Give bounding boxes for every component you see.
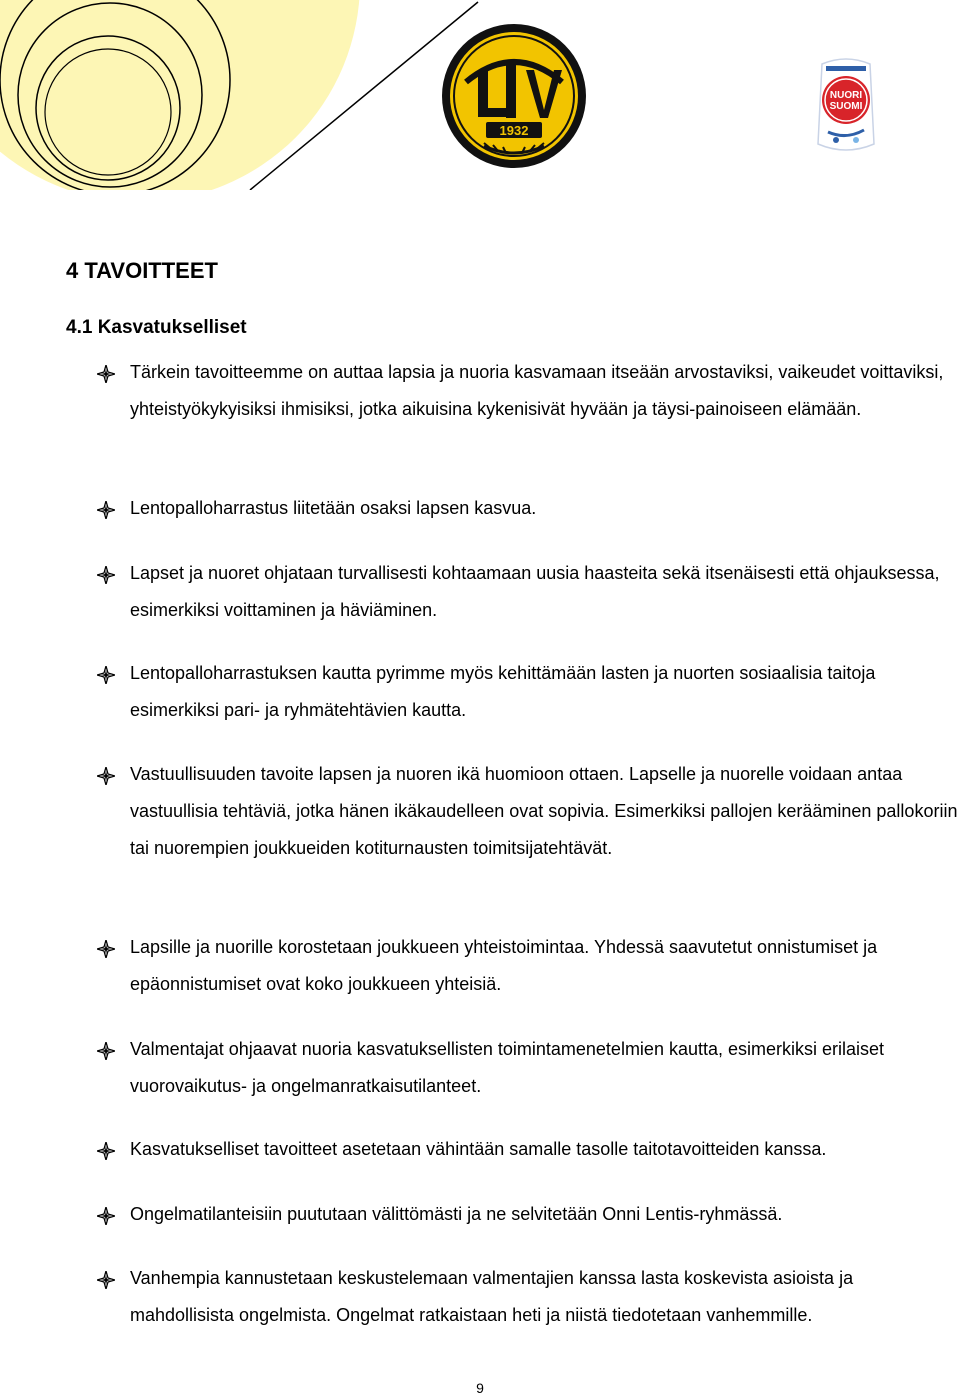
diamond-bullet-icon xyxy=(97,1042,115,1060)
subsection-title: 4.1 Kasvatukselliset xyxy=(66,317,247,338)
list-item-text: Tärkein tavoitteemme on auttaa lapsia ja nuoria kasvamaan itseään arvostaviksi, vaikeudet voittaviksi, yhteistyökykyisiksi ihmisiksi, jotka aikuisina kykenisivät hyvään ja täysi-painoiseen elämään. xyxy=(130,362,944,419)
list-item-text: Ongelmatilanteisiin puututaan välittömästi ja ne selvitetään Onni Lentis-ryhmässä. xyxy=(130,1204,783,1224)
logo-line2: SUOMI xyxy=(829,101,863,112)
list-item-text: Lapset ja nuoret ohjataan turvallisesti kohtaamaan uusia haasteita sekä itsenäisesti että ohjauksessa, esimerkiksi voittaminen ja häviäminen. xyxy=(130,563,940,620)
diamond-bullet-icon xyxy=(97,566,115,584)
list-item-text: Vastuullisuuden tavoite lapsen ja nuoren ikä huomioon ottaen. Lapselle ja nuorelle voidaan antaa vastuullisia tehtäviä, jotka hänen ikäkaudelleen ovat sopivia. Esimerkiksi pallojen kerääminen pallokoriin tai nuorempien joukkueiden kotiturnausten toimitsijatehtävät. xyxy=(130,764,958,858)
club-logo xyxy=(440,22,588,170)
list-item-text: Kasvatukselliset tavoitteet asetetaan vähintään samalle tasolle taitotavoitteiden kanssa. xyxy=(130,1139,827,1159)
logo-year: 1932 xyxy=(499,123,529,138)
diamond-bullet-icon xyxy=(97,1142,115,1160)
list-item-text: Lentopalloharrastuksen kautta pyrimme myös kehittämään lasten ja nuorten sosiaalisia taitoja esimerkiksi pari- ja ryhmätehtävien kautta. xyxy=(130,663,876,720)
decorative-circles xyxy=(0,0,480,190)
list-item-text: Valmentajat ohjaavat nuoria kasvatuksellisten toimintamenetelmien kautta, esimerkiksi erilaiset vuorovaikutus- ja ongelmanratkaisutilanteet. xyxy=(130,1039,885,1096)
diamond-bullet-icon xyxy=(97,666,115,684)
nuori-suomi-logo xyxy=(812,52,880,158)
diamond-bullet-icon xyxy=(97,1207,115,1225)
list-item-text: Vanhempia kannustetaan keskustelemaan valmentajien kanssa lasta koskevista asioista ja mahdollisista ongelmista. Ongelmat ratkaistaan heti ja niistä tiedotetaan vanhemmille. xyxy=(130,1268,854,1325)
list-item-text: Lentopalloharrastus liitetään osaksi lapsen kasvua. xyxy=(130,498,537,518)
diamond-bullet-icon xyxy=(97,365,115,383)
page-number: 9 xyxy=(476,1380,484,1396)
diamond-bullet-icon xyxy=(97,1271,115,1289)
diamond-bullet-icon xyxy=(97,501,115,519)
list-item-text: Lapsille ja nuorille korostetaan joukkueen yhteistoimintaa. Yhdessä saavutetut onnistumiset ja epäonnistumiset ovat koko joukkueen yhteisiä. xyxy=(130,937,878,994)
section-title: 4 TAVOITTEET xyxy=(66,258,218,283)
diamond-bullet-icon xyxy=(97,940,115,958)
logo-line1: NUORI xyxy=(829,90,863,101)
diamond-bullet-icon xyxy=(97,767,115,785)
